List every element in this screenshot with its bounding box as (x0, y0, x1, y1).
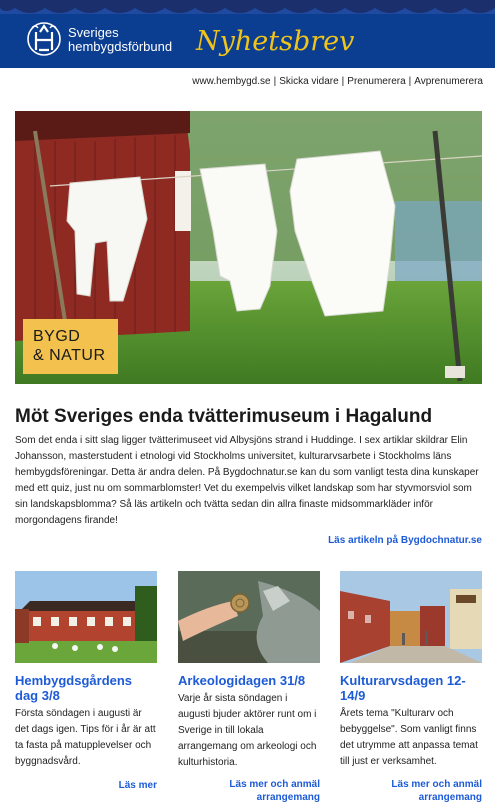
card-kulturarvsdagen (340, 571, 482, 770)
header-scallop-decoration (0, 0, 495, 20)
link-separator: | (408, 76, 412, 87)
coin-find-illustration (178, 571, 320, 663)
card-3-read-more-link[interactable]: Läs mer och anmäl arrangemang (391, 779, 482, 803)
card-text: Årets tema "Kulturarv och bebyggelse". Som vanligt finns det utrymme att anpassa temat till just er verksamhet. (340, 708, 478, 767)
link-separator: | (341, 76, 345, 87)
top-links-bar (192, 76, 483, 87)
card-text: Varje år sista söndagen i augusti bjuder aktörer runt om i Sverige in till lokala arrangemang om arkeologi och kulturhistoria. (178, 693, 317, 768)
newsletter-header (0, 0, 495, 68)
link-separator: | (273, 76, 277, 87)
article-lead: Som det enda i sitt slag ligger tvätterimuseet vid Albysjöns strand i Huddinge. I sex artiklar skildrar Elin Johansson, masterstudent i etnologi vid Stockholms universitet, kulturarvsarbete i Stockholms läns hembygdsföreningar. Detta är andra delen. På Bygdochnatur.se kan du som vanligt testa dina kunskaper med ett quiz, just nu om sommarblomster! Vet du exempelvis vilket landskap som har styvmorsviol som sin landskapsblomma? Så läs artikeln och tvätta sedan din allra finaste midsommarkläder inför morgondagens firande! (15, 435, 479, 526)
link-unsubscribe[interactable]: Avprenumerera (414, 76, 483, 87)
card-title[interactable]: Arkeologidagen 31/8 (178, 673, 306, 688)
card-title[interactable]: Hembygdsgårdens dag 3/8 (15, 673, 133, 703)
logo-line-2: hembygdsförbund (68, 39, 173, 54)
badge-line-2: & NATUR (33, 347, 106, 364)
read-article-link[interactable]: Läs artikeln på Bygdochnatur.se (328, 535, 482, 546)
card-text: Första söndagen i augusti är det dags igen. Tips för i år är att ta fasta på matupplevelser och byggnadsvård. (15, 708, 156, 767)
link-subscribe[interactable]: Prenumerera (347, 76, 406, 87)
link-forward[interactable]: Skicka vidare (279, 76, 339, 87)
card-arkeologidagen (178, 571, 320, 771)
card-image[interactable] (340, 571, 482, 663)
card-image[interactable] (15, 571, 157, 663)
newsletter-title: Nyhetsbrev (196, 26, 355, 57)
street-illustration (340, 571, 482, 663)
card-title[interactable]: Kulturarvsdagen 12-14/9 (340, 673, 466, 703)
bygd-natur-badge[interactable] (23, 319, 118, 374)
card-hembygdsgardens-dag (15, 571, 157, 770)
farmhouse-illustration (15, 571, 157, 663)
link-website[interactable]: www.hembygd.se (192, 76, 271, 87)
hero-image[interactable] (15, 111, 482, 384)
card-2-read-more-link[interactable]: Läs mer och anmäl arrangemang (229, 779, 320, 803)
card-1-read-more-link[interactable]: Läs mer (118, 780, 157, 791)
article-title[interactable]: Möt Sveriges enda tvätterimuseum i Hagalund (15, 406, 433, 427)
shf-logo-icon[interactable] (26, 20, 62, 58)
badge-line-1: BYGD (33, 328, 81, 345)
card-image[interactable] (178, 571, 320, 663)
logo-line-1: Sveriges (68, 25, 119, 40)
logo-wordmark[interactable] (68, 26, 172, 54)
